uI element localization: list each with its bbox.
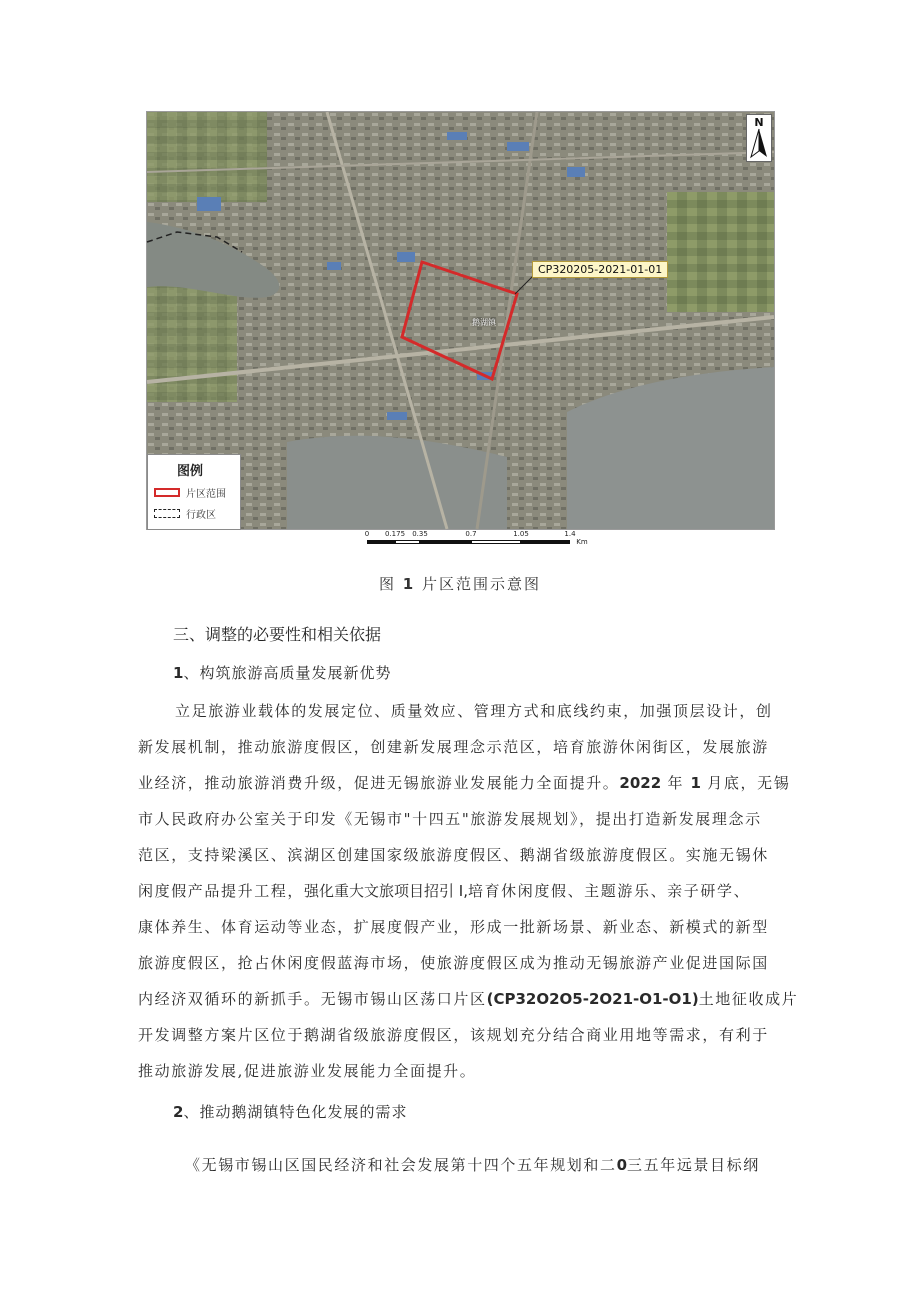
- line-text: 三五年远景目标纲: [627, 1156, 760, 1174]
- legend-swatch-dashed: [154, 509, 180, 518]
- north-label: N: [754, 116, 764, 129]
- area-code-callout: CP320205-2021-01-01: [532, 261, 668, 278]
- scale-segment: [420, 540, 471, 544]
- paragraph-line: 旅游度假区，抢占休闲度假蓝海市场，使旅游度假区成为推动无锡旅游产业促进国际国: [138, 954, 769, 972]
- caption-text: 片区范围示意图: [415, 575, 541, 593]
- paragraph-line: [138, 989, 799, 1009]
- scale-bar: [364, 530, 588, 550]
- paragraph-line: 新发展机制，推动旅游度假区，创建新发展理念示范区，培育旅游休闲街区，发展旅游: [138, 738, 769, 756]
- scale-tick: 0: [364, 530, 370, 538]
- paragraph-line: 立足旅游业载体的发展定位、质量效应、管理方式和底线约束，加强顶层设计，创: [175, 702, 773, 720]
- subheading-text: 、推动鹅湖镇特色化发展的需求: [183, 1103, 408, 1121]
- paragraph-line: 康体养生、体育运动等业态，扩展度假产业，形成一批新场景、新业态、新模式的新型: [138, 918, 769, 936]
- legend-title: 图例: [177, 464, 204, 479]
- scale-tick: 0.35: [412, 530, 428, 538]
- line-text: 强化重大文旅项目招引 I,: [304, 882, 468, 900]
- aerial-map: [146, 111, 775, 530]
- subheading-1: [173, 662, 391, 683]
- scale-unit: Km: [576, 538, 588, 546]
- year-number: 2022: [619, 774, 662, 792]
- map-legend: [147, 454, 241, 530]
- legend-label: 行政区: [186, 509, 216, 521]
- scale-segment: [395, 540, 420, 544]
- scale-tick: 0.7: [465, 530, 477, 538]
- scale-tick: 1.4: [564, 530, 576, 538]
- legend-item-area: [154, 485, 226, 499]
- line-text: 土地征收成片: [698, 990, 799, 1008]
- paragraph-line: [138, 773, 791, 793]
- satellite-imagery: [147, 112, 774, 529]
- scale-segment: [367, 540, 395, 544]
- scale-segment: [471, 540, 521, 544]
- paragraph-line: [185, 1155, 783, 1175]
- paragraph-line: 范区，支持梁溪区、滨湖区创建国家级旅游度假区、鹅湖省级旅游度假区。实施无锡休: [138, 846, 769, 864]
- town-label: 鹅湖镇: [472, 318, 496, 327]
- subheading-2: [173, 1101, 407, 1122]
- scale-tick: 0.175: [384, 530, 406, 538]
- line-text: 培育休闲度假、主题游乐、亲子研学、: [467, 882, 751, 900]
- zero-digit: 0: [616, 1156, 628, 1174]
- paragraph-line: [138, 881, 783, 901]
- legend-label: 片区范围: [186, 488, 226, 500]
- line-text: 年: [661, 774, 691, 792]
- line-text: 业经济，推动旅游消费升级，促进无锡旅游业发展能力全面提升。: [138, 774, 620, 792]
- section-heading: 三、调整的必要性和相关依据: [173, 625, 382, 644]
- area-code: (CP32O2O5-2O21-O1-O1): [486, 990, 699, 1008]
- subheading-number: 1: [173, 664, 184, 682]
- paragraph-line: 开发调整方案片区位于鹅湖省级旅游度假区，该规划充分结合商业用地等需求，有利于: [138, 1026, 769, 1044]
- line-text: 《无锡市锡山区国民经济和社会发展第十四个五年规划和二: [185, 1156, 617, 1174]
- figure-caption: [0, 573, 920, 594]
- caption-prefix: 图: [379, 575, 403, 593]
- paragraph-line: 推动旅游发展,促进旅游业发展能力全面提升。: [138, 1062, 477, 1080]
- paragraph-line: 市人民政府办公室关于印发《无锡市"十四五"旅游发展规划》，提出打造新发展理念示: [138, 810, 762, 828]
- line-text: 月底，无锡: [700, 774, 791, 792]
- caption-number: 1: [402, 575, 416, 593]
- scale-segment: [521, 540, 570, 544]
- month-number: 1: [690, 774, 701, 792]
- legend-swatch-red: [154, 488, 180, 497]
- legend-item-admin: [154, 506, 216, 520]
- north-arrow-icon: [751, 129, 767, 159]
- north-arrow: [746, 114, 772, 162]
- subheading-text: 、构筑旅游高质量发展新优势: [183, 664, 392, 682]
- subheading-number: 2: [173, 1103, 184, 1121]
- line-text: 内经济双循环的新抓手。无锡市锡山区荡口片区: [138, 990, 487, 1008]
- line-text: 闲度假产品提升工程，: [138, 882, 305, 900]
- scale-tick: 1.05: [513, 530, 529, 538]
